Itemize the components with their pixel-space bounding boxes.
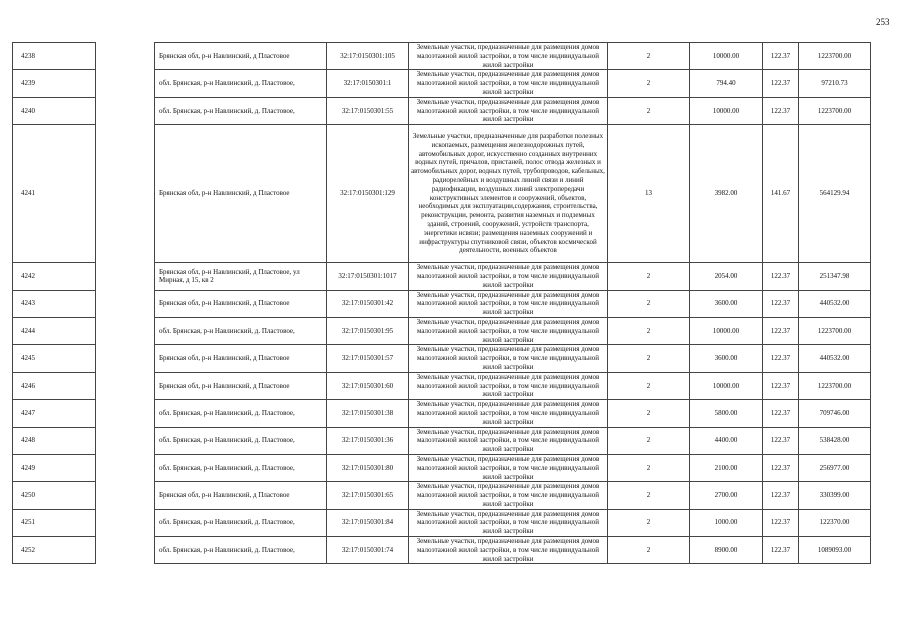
row-cadastral-value: 1223700.00 <box>799 372 871 399</box>
row-group: 2 <box>608 345 690 372</box>
row-address: обл. Брянская, р-н Навлинский, д. Пластовое, <box>155 454 327 481</box>
row-id: 4241 <box>13 125 96 263</box>
table-row <box>13 263 871 290</box>
row-rate: 122.37 <box>763 345 799 372</box>
row-rate: 122.37 <box>763 482 799 509</box>
row-cadastral-number: 32:17:0150301:1017 <box>327 263 409 290</box>
row-area: 1000.00 <box>690 509 763 536</box>
row-id: 4246 <box>13 372 96 399</box>
row-address: обл. Брянская, р-н Навлинский, д. Пластовое, <box>155 509 327 536</box>
row-area: 10000.00 <box>690 317 763 344</box>
row-area: 10000.00 <box>690 43 763 70</box>
row-id: 4243 <box>13 290 96 317</box>
row-cadastral-value: 251347.98 <box>799 263 871 290</box>
row-area: 3600.00 <box>690 345 763 372</box>
row-land-purpose: Земельные участки, предназначенные для размещения домов малоэтажной жилой застройки, в том числе индивидуальной жилой застройки <box>409 372 608 399</box>
table-row <box>13 317 871 344</box>
row-group: 2 <box>608 317 690 344</box>
row-rate: 122.37 <box>763 537 799 564</box>
row-address: обл. Брянская, р-н Навлинский, д. Пластовое, <box>155 317 327 344</box>
row-rate: 141.67 <box>763 125 799 263</box>
row-group: 2 <box>608 427 690 454</box>
row-rate: 122.37 <box>763 97 799 124</box>
row-id: 4252 <box>13 537 96 564</box>
row-land-purpose: Земельные участки, предназначенные для размещения домов малоэтажной жилой застройки, в том числе индивидуальной жилой застройки <box>409 43 608 70</box>
empty-cell <box>96 290 155 317</box>
row-land-purpose: Земельные участки, предназначенные для размещения домов малоэтажной жилой застройки, в том числе индивидуальной жилой застройки <box>409 290 608 317</box>
row-area: 10000.00 <box>690 372 763 399</box>
row-cadastral-value: 564129.94 <box>799 125 871 263</box>
row-id: 4239 <box>13 70 96 97</box>
row-land-purpose: Земельные участки, предназначенные для размещения домов малоэтажной жилой застройки, в том числе индивидуальной жилой застройки <box>409 482 608 509</box>
row-group: 13 <box>608 125 690 263</box>
row-group: 2 <box>608 70 690 97</box>
row-rate: 122.37 <box>763 509 799 536</box>
row-land-purpose: Земельные участки, предназначенные для размещения домов малоэтажной жилой застройки, в том числе индивидуальной жилой застройки <box>409 317 608 344</box>
empty-cell <box>96 427 155 454</box>
row-rate: 122.37 <box>763 70 799 97</box>
row-land-purpose: Земельные участки, предназначенные для размещения домов малоэтажной жилой застройки, в том числе индивидуальной жилой застройки <box>409 427 608 454</box>
row-address: обл. Брянская, р-н Навлинский, д. Пластовое, <box>155 97 327 124</box>
table-row <box>13 509 871 536</box>
row-group: 2 <box>608 482 690 509</box>
row-land-purpose: Земельные участки, предназначенные для размещения домов малоэтажной жилой застройки, в том числе индивидуальной жилой застройки <box>409 400 608 427</box>
row-group: 2 <box>608 454 690 481</box>
row-address: обл. Брянская, р-н Навлинский, д. Пластовое, <box>155 427 327 454</box>
row-cadastral-number: 32:17:0150301:1 <box>327 70 409 97</box>
row-address: Брянская обл, р-н Навлинский, д Пластовое, ул Мирная, д 15, кв 2 <box>155 263 327 290</box>
table-row <box>13 290 871 317</box>
row-land-purpose: Земельные участки, предназначенные для разработки полезных ископаемых, размещения железнодорожных путей, автомобильных дорог, искусственно созданных внутренних водных путей, причалов, пристаней, полос отвода железных и автомобильных дорог, водных путей, трубопроводов, кабельных, радиорелейных и воздушных линий связи и линий радиофикации, воздушных линий электропередачи конструктивных элементов и сооружений, объектов, необходимых для эксплуатации,содержания, строительства, реконструкции, ремонта, развития наземных и подземных зданий, строений, сооружений, устройств транспорта, энергетики исвязи; размещения наземных сооружений и инфраструктуры спутниковой связи, объектов космической деятельности, военных объектов <box>409 125 608 263</box>
page-number: 253 <box>876 17 890 27</box>
row-land-purpose: Земельные участки, предназначенные для размещения домов малоэтажной жилой застройки, в том числе индивидуальной жилой застройки <box>409 509 608 536</box>
row-cadastral-number: 32:17:0150301:105 <box>327 43 409 70</box>
row-cadastral-number: 32:17:0150301:129 <box>327 125 409 263</box>
row-group: 2 <box>608 509 690 536</box>
row-group: 2 <box>608 290 690 317</box>
row-id: 4249 <box>13 454 96 481</box>
row-rate: 122.37 <box>763 290 799 317</box>
row-area: 8900.00 <box>690 537 763 564</box>
empty-cell <box>96 454 155 481</box>
empty-cell <box>96 400 155 427</box>
row-group: 2 <box>608 43 690 70</box>
row-cadastral-value: 538428.00 <box>799 427 871 454</box>
empty-cell <box>96 509 155 536</box>
row-rate: 122.37 <box>763 317 799 344</box>
row-rate: 122.37 <box>763 400 799 427</box>
row-cadastral-value: 1089093.00 <box>799 537 871 564</box>
table-row <box>13 70 871 97</box>
row-cadastral-number: 32:17:0150301:95 <box>327 317 409 344</box>
row-group: 2 <box>608 263 690 290</box>
row-address: обл. Брянская, р-н Навлинский, д. Пластовое, <box>155 537 327 564</box>
table-row <box>13 482 871 509</box>
row-address: обл. Брянская, р-н Навлинский, д. Пластовое, <box>155 400 327 427</box>
empty-cell <box>96 125 155 263</box>
row-address: Брянская обл, р-н Навлинский, д Пластовое <box>155 43 327 70</box>
row-area: 794.40 <box>690 70 763 97</box>
row-land-purpose: Земельные участки, предназначенные для размещения домов малоэтажной жилой застройки, в том числе индивидуальной жилой застройки <box>409 537 608 564</box>
row-id: 4242 <box>13 263 96 290</box>
row-cadastral-number: 32:17:0150301:60 <box>327 372 409 399</box>
row-cadastral-number: 32:17:0150301:57 <box>327 345 409 372</box>
row-land-purpose: Земельные участки, предназначенные для размещения домов малоэтажной жилой застройки, в том числе индивидуальной жилой застройки <box>409 345 608 372</box>
empty-cell <box>96 70 155 97</box>
row-cadastral-value: 1223700.00 <box>799 97 871 124</box>
row-id: 4251 <box>13 509 96 536</box>
empty-cell <box>96 537 155 564</box>
row-area: 10000.00 <box>690 97 763 124</box>
row-group: 2 <box>608 372 690 399</box>
row-cadastral-number: 32:17:0150301:84 <box>327 509 409 536</box>
empty-cell <box>96 345 155 372</box>
empty-cell <box>96 372 155 399</box>
row-area: 4400.00 <box>690 427 763 454</box>
row-cadastral-value: 97210.73 <box>799 70 871 97</box>
row-rate: 122.37 <box>763 43 799 70</box>
row-land-purpose: Земельные участки, предназначенные для размещения домов малоэтажной жилой застройки, в том числе индивидуальной жилой застройки <box>409 70 608 97</box>
row-id: 4250 <box>13 482 96 509</box>
row-area: 2054.00 <box>690 263 763 290</box>
row-land-purpose: Земельные участки, предназначенные для размещения домов малоэтажной жилой застройки, в том числе индивидуальной жилой застройки <box>409 263 608 290</box>
row-rate: 122.37 <box>763 427 799 454</box>
row-cadastral-value: 709746.00 <box>799 400 871 427</box>
table-row <box>13 125 871 263</box>
table-row <box>13 537 871 564</box>
row-cadastral-number: 32:17:0150301:38 <box>327 400 409 427</box>
row-cadastral-value: 1223700.00 <box>799 317 871 344</box>
row-id: 4248 <box>13 427 96 454</box>
row-id: 4247 <box>13 400 96 427</box>
row-address: Брянская обл, р-н Навлинский, д Пластовое <box>155 372 327 399</box>
row-rate: 122.37 <box>763 454 799 481</box>
table-row <box>13 372 871 399</box>
empty-cell <box>96 97 155 124</box>
row-area: 3982.00 <box>690 125 763 263</box>
row-cadastral-value: 440532.00 <box>799 290 871 317</box>
row-area: 3600.00 <box>690 290 763 317</box>
row-address: Брянская обл, р-н Навлинский, д Пластовое <box>155 125 327 263</box>
row-group: 2 <box>608 97 690 124</box>
row-cadastral-number: 32:17:0150301:42 <box>327 290 409 317</box>
row-address: Брянская обл, р-н Навлинский, д Пластовое <box>155 482 327 509</box>
row-cadastral-number: 32:17:0150301:36 <box>327 427 409 454</box>
row-cadastral-number: 32:17:0150301:65 <box>327 482 409 509</box>
row-id: 4245 <box>13 345 96 372</box>
empty-cell <box>96 317 155 344</box>
row-id: 4238 <box>13 43 96 70</box>
row-address: Брянская обл, р-н Навлинский, д Пластовое <box>155 345 327 372</box>
row-area: 2700.00 <box>690 482 763 509</box>
row-cadastral-value: 1223700.00 <box>799 43 871 70</box>
table-row <box>13 400 871 427</box>
table-row <box>13 97 871 124</box>
row-cadastral-number: 32:17:0150301:74 <box>327 537 409 564</box>
table-row <box>13 43 871 70</box>
row-group: 2 <box>608 537 690 564</box>
row-id: 4244 <box>13 317 96 344</box>
empty-cell <box>96 43 155 70</box>
row-address: Брянская обл, р-н Навлинский, д Пластовое <box>155 290 327 317</box>
row-rate: 122.37 <box>763 372 799 399</box>
row-cadastral-value: 256977.00 <box>799 454 871 481</box>
row-cadastral-value: 122370.00 <box>799 509 871 536</box>
row-cadastral-number: 32:17:0150301:80 <box>327 454 409 481</box>
empty-cell <box>96 263 155 290</box>
table-row <box>13 454 871 481</box>
row-area: 5800.00 <box>690 400 763 427</box>
empty-cell <box>96 482 155 509</box>
row-rate: 122.37 <box>763 263 799 290</box>
row-cadastral-value: 330399.00 <box>799 482 871 509</box>
table-row <box>13 345 871 372</box>
row-area: 2100.00 <box>690 454 763 481</box>
row-address: обл. Брянская, р-н Навлинский, д. Пластовое, <box>155 70 327 97</box>
table-row <box>13 427 871 454</box>
cadastral-registry-table <box>12 42 871 564</box>
row-cadastral-value: 440532.00 <box>799 345 871 372</box>
row-group: 2 <box>608 400 690 427</box>
row-land-purpose: Земельные участки, предназначенные для размещения домов малоэтажной жилой застройки, в том числе индивидуальной жилой застройки <box>409 454 608 481</box>
row-land-purpose: Земельные участки, предназначенные для размещения домов малоэтажной жилой застройки, в том числе индивидуальной жилой застройки <box>409 97 608 124</box>
row-cadastral-number: 32:17:0150301:55 <box>327 97 409 124</box>
row-id: 4240 <box>13 97 96 124</box>
